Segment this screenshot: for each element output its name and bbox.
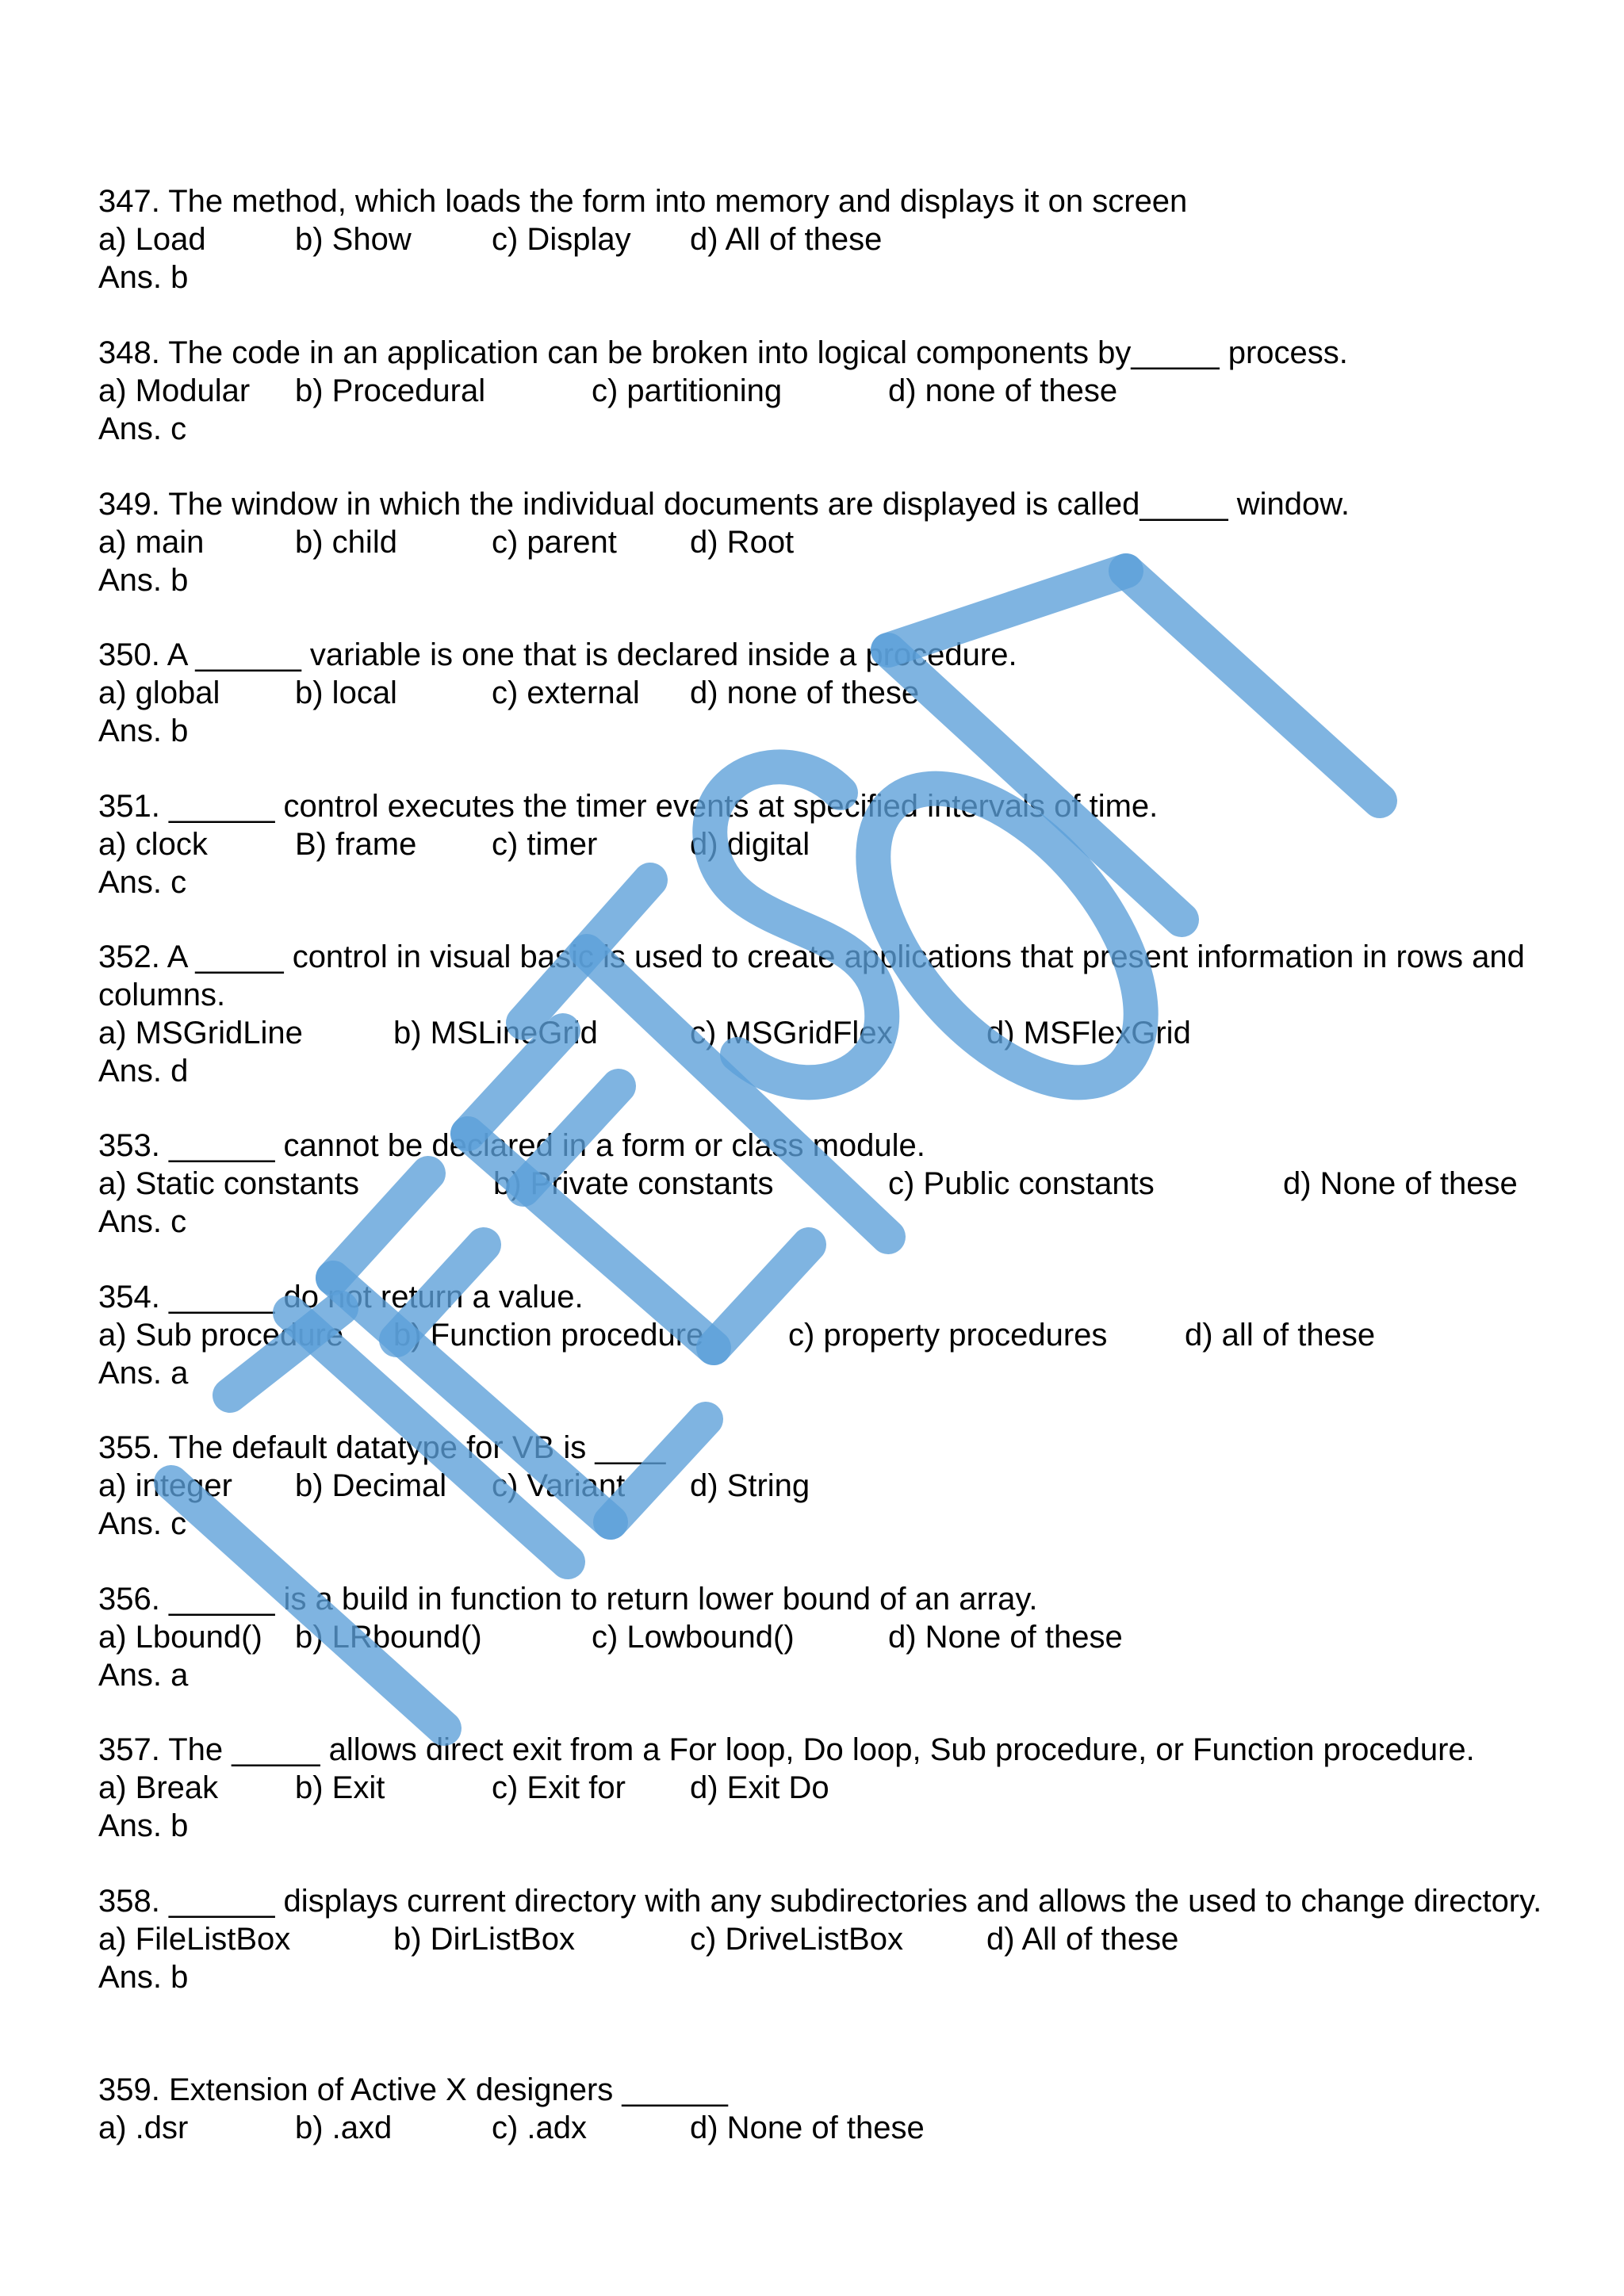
answer-options: [98, 674, 1549, 712]
option-a: a) main: [98, 525, 205, 560]
option-c: c) Public constants: [888, 1166, 1155, 1201]
option-d: d) String: [690, 1468, 810, 1503]
option-b: B) frame: [295, 827, 417, 862]
answer-key: Ans. b: [98, 1808, 189, 1843]
option-b: b) LRbound(): [295, 1620, 482, 1655]
option-a: a) .dsr: [98, 2110, 189, 2145]
option-a: a) Load: [98, 222, 206, 257]
question-stem: 359. Extension of Active X designers ______: [98, 2072, 728, 2107]
option-b: b) Show: [295, 222, 412, 257]
answer-key: Ans. b: [98, 563, 189, 598]
question-stem: 352. A _____ control in visual basic is used to create applications that present information in rows and columns.: [98, 939, 1525, 1012]
answer-key: Ans. d: [98, 1054, 189, 1089]
option-c: c) timer: [492, 827, 598, 862]
answer-options: [98, 523, 1549, 561]
option-d: d) Exit Do: [690, 1770, 829, 1805]
question-block: [98, 1580, 1549, 1694]
option-a: a) integer: [98, 1468, 232, 1503]
option-b: b) DirListBox: [393, 1922, 575, 1957]
answer-options: [98, 2109, 1549, 2147]
option-d: d) All of these: [690, 222, 883, 257]
answer-key: Ans. b: [98, 260, 189, 295]
answer-key: Ans. a: [98, 1658, 189, 1693]
question-block: [98, 636, 1549, 750]
answer-key: Ans. c: [98, 1204, 187, 1239]
option-c: c) DriveListBox: [690, 1922, 903, 1957]
option-b: b) MSLineGrid: [393, 1016, 598, 1050]
option-d: d) none of these: [690, 675, 920, 710]
question-stem: 350. A ______ variable is one that is declared inside a procedure.: [98, 637, 1017, 672]
option-a: a) Modular: [98, 373, 251, 408]
option-b: b) Exit: [295, 1770, 385, 1805]
option-b: b) Function procedure: [393, 1318, 704, 1353]
option-b: b) child: [295, 525, 397, 560]
answer-options: [98, 1920, 1549, 1958]
answer-options: [98, 220, 1549, 258]
option-d: d) None of these: [1283, 1166, 1518, 1201]
option-b: b) Procedural: [295, 373, 486, 408]
option-b: b) .axd: [295, 2110, 393, 2145]
question-block: [98, 938, 1549, 1090]
question-stem: 347. The method, which loads the form into memory and displays it on screen: [98, 184, 1188, 219]
answer-options: [98, 1165, 1549, 1203]
option-c: c) MSGridFlex: [690, 1016, 893, 1050]
question-block: [98, 1429, 1549, 1543]
question-block: [98, 485, 1549, 599]
option-d: d) all of these: [1185, 1318, 1376, 1353]
answer-options: [98, 1618, 1549, 1656]
question-block: [98, 787, 1549, 901]
question-block: [98, 1127, 1549, 1241]
question-stem: 355. The default datatype for VB is ____: [98, 1430, 666, 1465]
option-a: a) Sub procedure: [98, 1318, 344, 1353]
answer-options: [98, 1316, 1549, 1354]
answer-options: [98, 372, 1549, 410]
option-a: a) Break: [98, 1770, 219, 1805]
question-block: [98, 1278, 1549, 1392]
option-b: b) Private constants: [493, 1166, 774, 1201]
option-a: a) clock: [98, 827, 208, 862]
answer-options: [98, 1769, 1549, 1807]
option-d: d) MSFlexGrid: [986, 1016, 1191, 1050]
option-c: c) parent: [492, 525, 617, 560]
question-stem: 354. ______ do not return a value.: [98, 1280, 584, 1314]
answer-options: [98, 1014, 1549, 1052]
question-block: [98, 1731, 1549, 1845]
option-c: c) external: [492, 675, 640, 710]
answer-key: Ans. a: [98, 1356, 189, 1391]
question-block: [98, 2071, 1549, 2185]
option-c: c) property procedures: [788, 1318, 1108, 1353]
question-block: [98, 334, 1549, 448]
answer-key: Ans. c: [98, 411, 187, 446]
option-a: a) global: [98, 675, 220, 710]
option-d: d) digital: [690, 827, 810, 862]
answer-key: Ans. c: [98, 1506, 187, 1541]
answer-key: [98, 2147, 1549, 2185]
answer-key: Ans. b: [98, 1960, 189, 1995]
question-stem: 356. ______ is a build in function to return lower bound of an array.: [98, 1582, 1038, 1617]
question-stem: 348. The code in an application can be broken into logical components by_____ process.: [98, 335, 1348, 370]
option-c: c) partitioning: [592, 373, 783, 408]
question-stem: 351. ______ control executes the timer events at specified intervals of time.: [98, 789, 1159, 824]
question-block: [98, 182, 1549, 297]
option-a: a) Static constants: [98, 1166, 360, 1201]
option-d: d) Root: [690, 525, 795, 560]
option-c: c) Display: [492, 222, 631, 257]
option-a: a) MSGridLine: [98, 1016, 303, 1050]
question-block: [98, 1882, 1549, 1996]
option-d: d) None of these: [690, 2110, 925, 2145]
answer-key: Ans. b: [98, 714, 189, 748]
option-c: c) Exit for: [492, 1770, 626, 1805]
option-c: c) Variant: [492, 1468, 626, 1503]
option-b: b) Decimal: [295, 1468, 447, 1503]
option-c: c) Lowbound(): [592, 1620, 795, 1655]
option-a: a) FileListBox: [98, 1922, 291, 1957]
question-stem: 357. The _____ allows direct exit from a For loop, Do loop, Sub procedure, or Function procedure.: [98, 1732, 1475, 1767]
option-d: d) None of these: [888, 1620, 1123, 1655]
option-b: b) local: [295, 675, 397, 710]
option-d: d) All of these: [986, 1922, 1179, 1957]
question-stem: 358. ______ displays current directory with any subdirectories and allows the used to change directory.: [98, 1884, 1542, 1919]
option-c: c) .adx: [492, 2110, 588, 2145]
option-d: d) none of these: [888, 373, 1118, 408]
answer-key: Ans. c: [98, 865, 187, 900]
question-stem: 349. The window in which the individual documents are displayed is called_____ window.: [98, 487, 1350, 522]
question-stem: 353. ______ cannot be declared in a form or class module.: [98, 1128, 925, 1163]
answer-options: [98, 825, 1549, 863]
answer-options: [98, 1467, 1549, 1505]
option-a: a) Lbound(): [98, 1620, 262, 1655]
